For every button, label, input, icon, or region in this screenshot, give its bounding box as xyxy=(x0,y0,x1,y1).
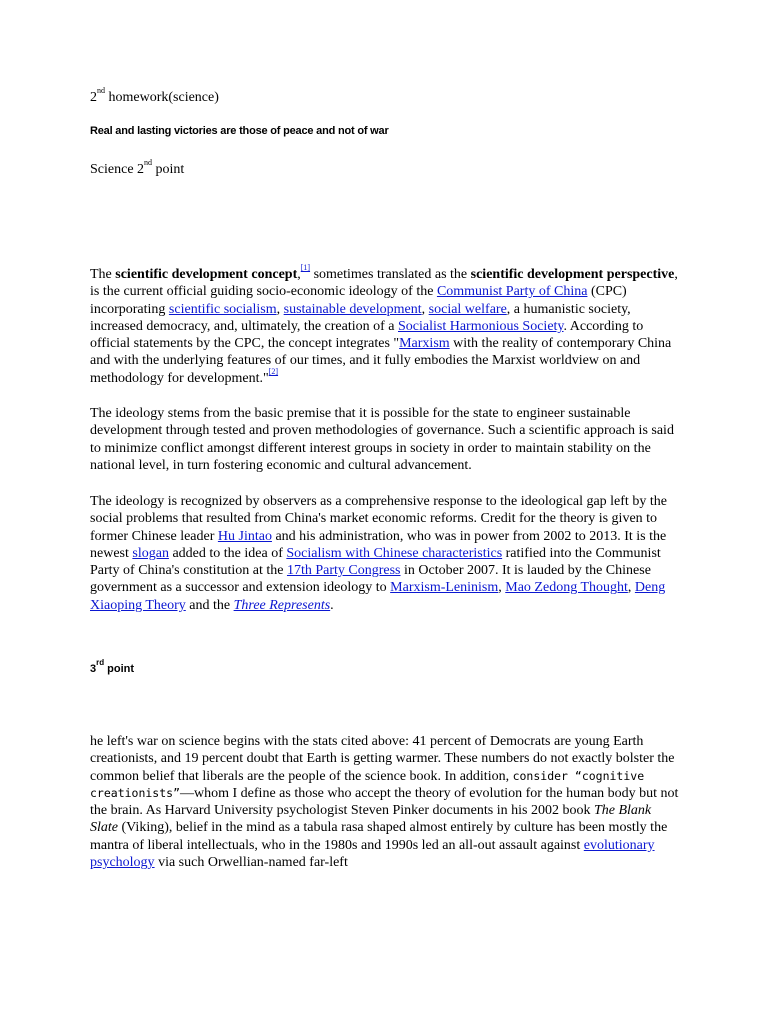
link-socialist-harmonious-society[interactable]: Socialist Harmonious Society xyxy=(398,318,564,334)
cognitive-creationists-phrase: consider “cognitive creationists” xyxy=(90,768,645,800)
link-mao-zedong-thought[interactable]: Mao Zedong Thought xyxy=(505,580,628,596)
link-17th-party-congress[interactable]: 17th Party Congress xyxy=(286,563,401,579)
heading-text: homework(science) xyxy=(105,90,219,105)
link-three-represents[interactable]: Three Represents xyxy=(233,597,331,613)
heading-number: 2 xyxy=(90,90,97,105)
link-sustainable-development[interactable]: sustainable development xyxy=(283,301,422,317)
homework-heading xyxy=(90,88,219,108)
science-point-suffix: point xyxy=(152,162,185,177)
paragraph-2: The ideology stems from the basic premise that it is possible for the state to engineer sustainable development through tested and proven methodologies of governance. Such a scientific approach is said to minimize conflict amongst different interest groups in society in order to maintain stability on the national level, in turn fostering economic and cultural advancement. xyxy=(90,406,674,473)
book-title: The Blank Slate xyxy=(90,803,652,836)
point3-ordinal: rd xyxy=(96,658,105,668)
point3-number: 3 xyxy=(90,663,97,675)
science-point-ordinal: nd xyxy=(144,158,153,168)
reference-link-2[interactable]: [2] xyxy=(268,367,279,377)
link-marxism-leninism[interactable]: Marxism-Leninism xyxy=(390,580,499,596)
heading-ordinal: nd xyxy=(97,86,105,96)
link-hu-jintao[interactable]: Hu Jintao xyxy=(217,528,272,544)
link-communist-party-of-china[interactable]: Communist Party of China xyxy=(436,284,588,300)
link-scientific-socialism[interactable]: scientific socialism xyxy=(168,301,277,317)
point3-text: point xyxy=(104,663,135,675)
link-evolutionary-psychology[interactable]: evolutionary psychology xyxy=(90,837,655,871)
link-social-welfare[interactable]: social welfare xyxy=(428,301,507,317)
bold-term-2: scientific development perspective xyxy=(470,267,675,282)
link-slogan[interactable]: slogan xyxy=(132,545,169,561)
paragraph-4: he left's war on science begins with the stats cited above: 41 percent of Democrats are young Earth creationists, and 19 percent doubt that Earth is getting warmer. These numbers do not exactly bolster the common belief that liberals are the people of the science book. In addition, consider “cognitive creationists”—whom I define as those who accept the theory of evolution for the human body but not the brain. As Harvard University psychologist Steven Pinker documents in his 2002 book The Blank Slate (Viking), belief in the mind as a tabula rasa shaped almost entirely by culture has been mostly the mantra of liberal intellectuals, who in the 1980s and 1990s led an all-out assault against evolutionary psychology via such Orwellian-named far-left xyxy=(90,734,679,871)
science-point-heading xyxy=(90,160,184,180)
paragraph-3: The ideology is recognized by observers as a comprehensive response to the ideological gap left by the social problems that resulted from China's market economic reforms. Credit for the theory is given to former Chinese leader Hu Jintao and his administration, who was in power from 2002 to 2013. It is the newest slogan added to the idea of Socialism with Chinese characteristics ratified into the Communist Party of China's constitution at the 17th Party Congress in October 2007. It is lauded by the Chinese government as a successor and extension ideology to Marxism-Leninism, Mao Zedong Thought, Deng Xiaoping Theory and the Three Represents. xyxy=(90,494,667,613)
science-point-prefix: Science 2 xyxy=(90,162,145,177)
third-point-heading xyxy=(90,658,135,675)
reference-link-1[interactable]: [1] xyxy=(300,263,311,273)
bold-term-1: scientific development concept xyxy=(115,267,298,282)
paragraph-1: The scientific development concept,[1] sometimes translated as the scientific development perspective, is the current official guiding socio-economic ideology of the Communist Party of China (CPC) incorporating scientific socialism, sustainable development, social welfare, a humanistic society, increased democracy, and, ultimately, the creation of a Socialist Harmonious Society. According to official statements by the CPC, the concept integrates "Marxism with the reality of contemporary China and with the underlying features of our times, and it fully embodies the Marxist worldview on and methodology for development."[2] xyxy=(90,263,678,386)
link-socialism-with-chinese-characteristics[interactable]: Socialism with Chinese characteristics xyxy=(286,545,503,561)
link-deng-xiaoping-theory[interactable]: Deng Xiaoping Theory xyxy=(90,580,666,613)
subtitle-quote: Real and lasting victories are those of peace and not of war xyxy=(90,125,389,137)
link-marxism[interactable]: Marxism xyxy=(399,336,450,352)
